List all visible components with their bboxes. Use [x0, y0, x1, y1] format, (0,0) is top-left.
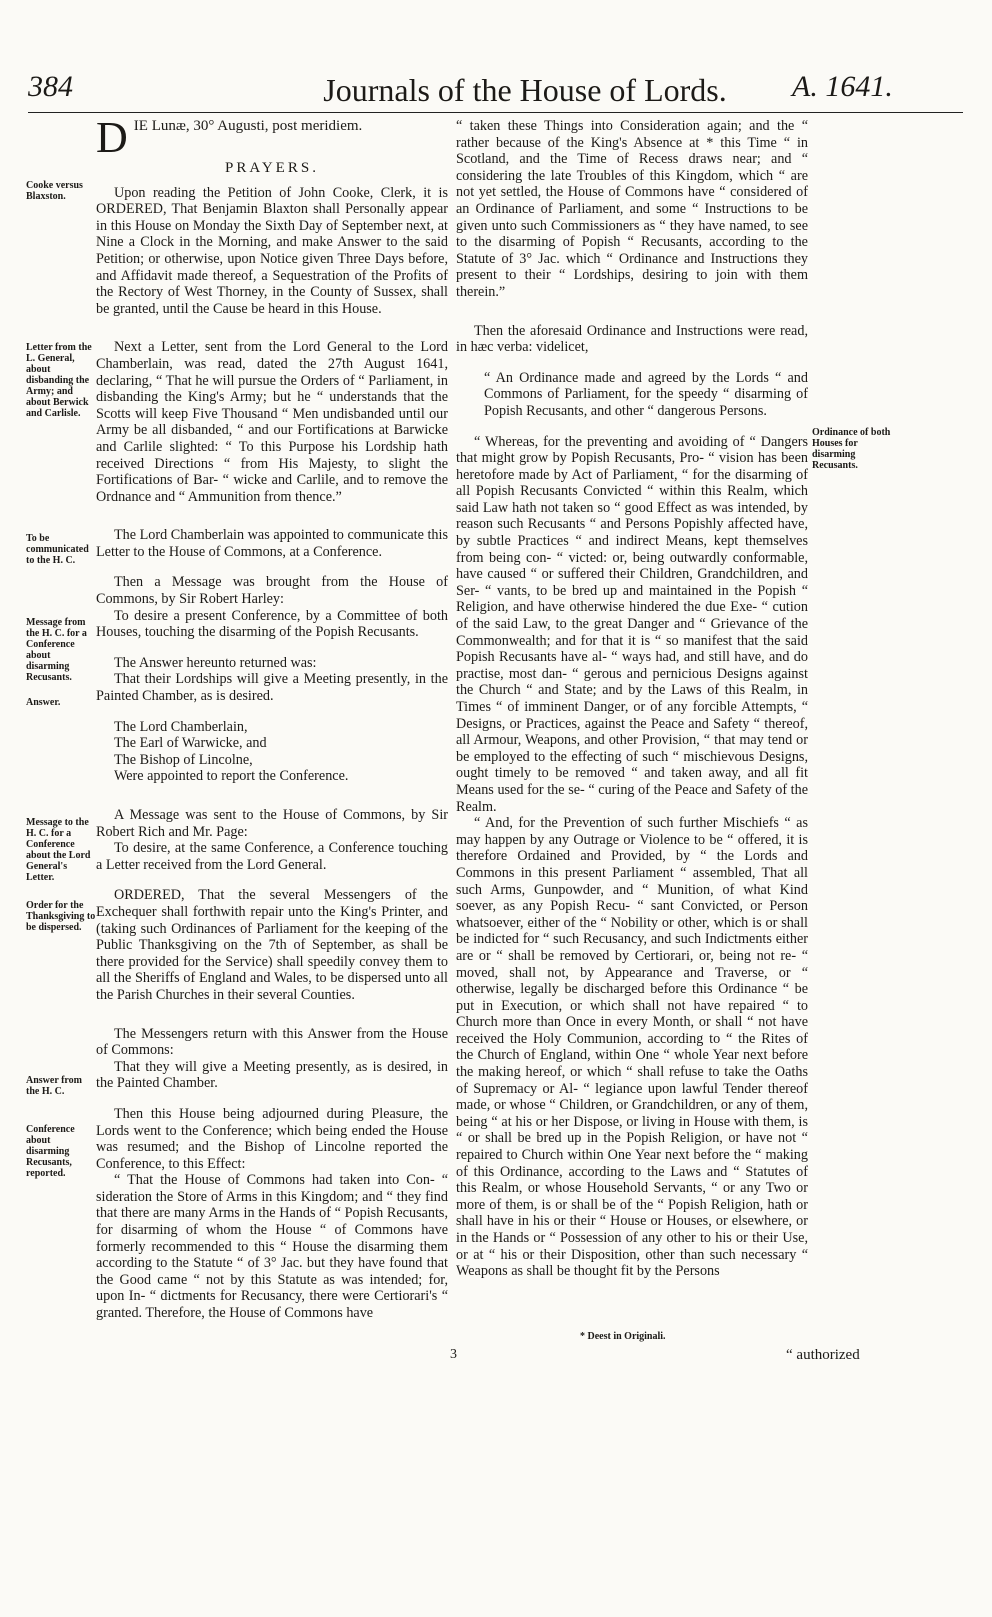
paragraph-meeting-presently: That they will give a Meeting presently, as is desired, in the Painted Chamber.	[96, 1058, 448, 1092]
reporters-appointed: Were appointed to report the Conference.	[114, 768, 349, 785]
margin-note-answer-from: Answer from the H. C.	[26, 1075, 83, 1097]
reporters-list	[96, 719, 448, 785]
margin-note-conference: Conference about disarming Recusants, reported.	[26, 1124, 75, 1179]
signature-mark: 3	[450, 1347, 457, 1362]
drop-cap: D	[96, 113, 128, 162]
margin-note-ordinance: Ordinance of both Houses for disarming Recusants.	[812, 427, 891, 471]
footnote: * Deest in Originali.	[580, 1331, 666, 1342]
margin-note-message-from: Message from the H. C. for a Conference about disarming Recusants.	[26, 617, 87, 683]
dateline	[96, 113, 448, 162]
paragraph-communicate-letter: The Lord Chamberlain was appointed to communicate this Letter to the House of Commons, at a Conference.	[96, 527, 448, 560]
paragraph-lord-general-letter: Next a Letter, sent from the Lord General to the Lord Chamberlain, was read, dated the 27th August 1641, declaring, “ That he will pursue the Orders of “ Parliament, in disbanding the King's Army; but he “ understands that the Scotts will keep Five Thousand “ Men undisbanded until our Army be all disbanded, “ and our Fortifications at Barwicke and Carlile slighted: “ To this Purpose his Lordship hath received Directions “ from His Majesty, to slight the Fortifications of Bar- “ wicke and Carlile, and to remove the Ordnance and “ Ammunition from thence.”	[96, 339, 448, 505]
running-title: Journals of the House of Lords.	[323, 72, 727, 108]
paragraph-order-messengers: ORDERED, That the several Messengers of the Exchequer shall forthwith repair unto the King's Printer, and (taking such Ordinances of Parliament for the keeping of the Public Thanksgiving on the 7th of September, as shall be there provided for the Service) shall speedily convey them to all the Sheriffs of England and Wales, to be dispersed unto all the Parish Churches in their several Counties.	[96, 887, 448, 1003]
paragraph-answer-returned: The Answer hereunto returned was:	[114, 654, 317, 671]
margin-note-cooke: Cooke versus Blaxston.	[26, 180, 83, 202]
reporter-name: The Bishop of Lincolne,	[114, 751, 253, 768]
year-heading: A. 1641.	[792, 70, 893, 103]
paragraph-cooke-petition: Upon reading the Petition of John Cooke, Clerk, it is ORDERED, That Benjamin Blaxton shall Personally appear in this House on Monday the Sixth Day of September next, at Nine a Clock in the Morning, and make Answer to the said Petition; or otherwise, upon Notice given Three Days before, and Affidavit made thereof, a Sequestration of the Profits of the Rectory of West Thorney, in the County of Sussex, shall be granted, until the Cause be heard in this House.	[96, 184, 448, 317]
reporter-name: The Earl of Warwicke, and	[114, 735, 267, 752]
paragraph-ordained: “ And, for the Prevention of such further Mischiefs “ as may happen by any Outrage or Violence to be “ offered, it is therefore Ordained and Provided, by “ the Lords and Commons in this present Parliament “ assembled, That all such Arms, Gunpowder, and “ Munition, of what Kind soever, as any Popish Recu- “ sant Convicted, or Person whatsoever, either of the “ Nobility or other, which is or shall be indicted for “ such Recusancy, and such Indictments either are or “ shall be removed by Certiorari, or, being not re- “ moved, shall not, by Appearance and Traverse, or “ otherwise, legally be discharged before this Ordinance “ be put in Execution, or which shall not have repaired “ to Church more than Once in every Month, or shall “ not have received the Holy Communion, according to “ the Rites of the Church of England, within One “ whole Year next before the making hereof, or which “ shall refuse to take the Oaths of Supremacy or Al- “ legiance upon lawful Tender thereof made, or whose “ Children, or Grandchildren, or any of them, being “ at his or her Dispose, or living in House with them, is “ or shall be bred up in the Popish Religion, or have not “ repaired to Church within One Year next before the “ making of this Ordinance, according to the Laws and “ Statutes of this Realm, or whose Household Servants, “ or any Two or more of them, is or shall be of the “ Popish Religion, hath or shall have in his or their “ House or Houses, or elsewhere, or in the Hands or “ Possession of any other to his or their Use, or at “ his or their Disposition, other than such necessary “ Weapons as shall be thought fit by the Persons	[456, 815, 808, 1280]
ordinance-title: “ An Ordinance made and agreed by the Lords “ and Commons of Parliament, for the speedy “ disarming of Popish Recusants, and other “ dangerous Persons.	[484, 369, 808, 419]
paragraph-message-rich-page: A Message was sent to the House of Commons, by Sir Robert Rich and Mr. Page:	[96, 807, 448, 840]
header-rule	[28, 112, 963, 113]
margin-note-answer: Answer.	[26, 697, 61, 708]
paragraph-conference-letter: To desire, at the same Conference, a Conference touching a Letter received from the Lord General.	[96, 840, 448, 873]
paragraph-adjourned: Then this House being adjourned during Pleasure, the Lords went to the Conference; which being ended the House was resumed; and the Bishop of Lincolne reported the Conference, to this Effect:	[96, 1105, 448, 1172]
dateline-text: IE Lunæ, 30° Augusti, post meridiem.	[133, 118, 363, 134]
left-column	[96, 113, 448, 1322]
right-column	[456, 118, 808, 1280]
paragraph-messengers-return: The Messengers return with this Answer from the House of Commons:	[96, 1025, 448, 1059]
margin-note-order-thanksgiving: Order for the Thanksgiving to be dispersed.	[26, 900, 96, 933]
paragraph-meeting-painted-chamber: That their Lordships will give a Meeting presently, in the Painted Chamber, as is desired.	[96, 671, 448, 705]
margin-note-to-be-communicated: To be communicated to the H. C.	[26, 533, 89, 566]
paragraph-ordinance-read: Then the aforesaid Ordinance and Instructions were read, in hæc verba: videlicet,	[456, 322, 808, 356]
paragraph-continued-report: “ taken these Things into Consideration again; and the “ rather because of the King's Absence at * this Time “ in Scotland, and the Time of Recess draws near; and “ considering the late Troubles of this Kingdom, which “ are not yet settled, the House of Commons have “ considered of an Ordinance of Parliament, and some “ Instructions to be given unto such Commissioners as “ they have named, to see to the disarming of Popish “ Recusants, according to the Statute of 3° Jac. which “ Ordinance and Instructions they present to their “ Lordships, desiring to join with them therein.”	[456, 118, 808, 300]
paragraph-commons-report: “ That the House of Commons had taken into Con- “ sideration the Store of Arms in this Kingdom; and “ they find that there are many Arms in the Hands of “ Popish Recusants, for disarming of whom the House “ of Commons have formerly recommended to this “ House the disarming them according to the Statute “ of 3° Jac. but they have found that the Good came “ not by this Statute as was intended; for, upon In- “ dictments for Recusancy, there were Certiorari's “ granted. Therefore, the House of Commons have	[96, 1172, 448, 1322]
paragraph-whereas: “ Whereas, for the preventing and avoiding of “ Dangers that might grow by Popish Recusants, Pro- “ vision has been heretofore made by Act of Parliament, “ for the disarming of all Popish Recusants Convicted “ within this Realm, which said Law hath not taken so “ good Effect as was intended, by reason such Recusants “ and Persons Popishly affected have, by subtle Practices “ and indirect Means, kept themselves from being con- “ victed: or, being outwardly conformable, have caused “ or suffered their Children, Grandchildren, and Ser- “ vants, to be bred up and maintained in the Popish “ Religion, and have otherwise hindered the due Exe- “ cution of the said Law, to the great Danger and “ Grievance of the Commonwealth; and for that it is “ so manifest that the said Popish Recusants have al- “ ways had, and still have, and do practise, most dan- “ gerous and pernicious Designs against the Church “ and State; and by the Laws of this Realm, in Times “ of imminent Danger, or of any forcible Attempts, “ Designs, or Practices, against the Peace and Safety “ thereof, all Armour, Weapons, and other Provision, “ that may tend or be employed to the effecting of such “ mischievous Designs, ought timely to be removed “ and taken away, and all fit Means used for the se- “ curing of the Peace and Safety of the Realm.	[456, 433, 808, 815]
paragraph-desire-conference: To desire a present Conference, by a Committee of both Houses, touching the disarming of the Popish Recusants.	[96, 607, 448, 641]
prayers-heading: PRAYERS.	[225, 160, 319, 176]
margin-note-message-to: Message to the H. C. for a Conference about the Lord General's Letter.	[26, 817, 91, 883]
catchword: “ authorized	[786, 1347, 860, 1363]
page-number: 384	[28, 70, 73, 103]
margin-note-letter: Letter from the L. General, about disbanding the Army; and about Berwick and Carlisle.	[26, 342, 92, 419]
paragraph-message-harley: Then a Message was brought from the House of Commons, by Sir Robert Harley:	[96, 574, 448, 608]
reporter-name: The Lord Chamberlain,	[114, 718, 248, 735]
